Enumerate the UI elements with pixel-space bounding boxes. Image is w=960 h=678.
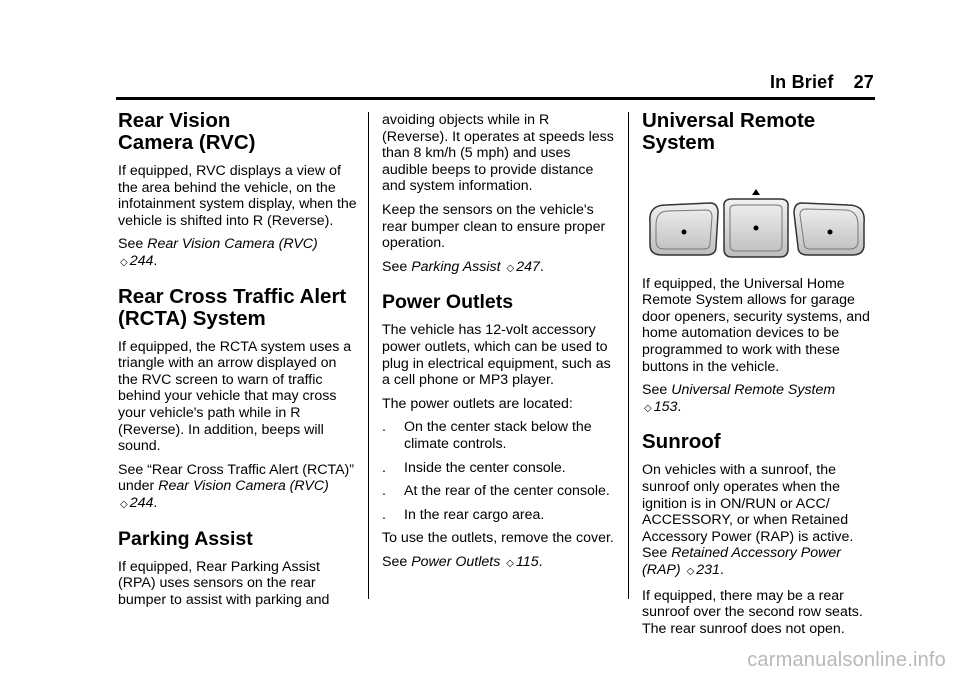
see-label: See <box>382 553 408 570</box>
rcta-paragraph: If equipped, the RCTA system uses a triangle with an arrow displayed on the RVC screen to warn of traffic behind your vehicle that may cross your vehicle's path while in R (Reverse). In addition, beeps will sound. <box>118 338 352 455</box>
power-outlets-page-link[interactable]: 115 <box>515 553 539 570</box>
rvc-heading: Rear Vision Camera (RVC) <box>118 109 256 154</box>
list-item-text: In the rear cargo area. <box>404 506 545 523</box>
bullet-mark: . <box>382 483 386 500</box>
page-ref-icon: ◇ <box>506 262 515 274</box>
power-outlets-link[interactable]: Power Outlets <box>411 553 501 570</box>
page-ref-icon: ◇ <box>120 498 128 510</box>
power-outlets-remove-cover: To use the outlets, remove the cover. <box>382 530 614 547</box>
rvc-link[interactable]: Rear Vision Camera (RVC) <box>147 236 318 253</box>
list-item <box>382 483 618 500</box>
parking-assist-see-also: See Parking Assist ◇ 247. <box>382 258 544 275</box>
parking-assist-link[interactable]: Parking Assist <box>411 258 501 275</box>
page-ref-icon: ◇ <box>644 402 652 414</box>
list-item <box>382 419 618 452</box>
header-rule <box>116 97 875 100</box>
see-label: See <box>642 382 668 399</box>
list-item <box>382 460 618 477</box>
page-ref-icon: ◇ <box>506 557 514 569</box>
bullet-mark: . <box>382 419 386 436</box>
remote-button-3[interactable] <box>794 203 864 255</box>
rap-page-link[interactable]: 231 <box>696 561 720 578</box>
rvc-paragraph: If equipped, RVC displays a view of the area behind the vehicle, on the infotainment system display, when the vehicle is shifted into R (Reverse). <box>118 163 357 229</box>
column-divider-2 <box>628 112 629 599</box>
list-item <box>382 507 618 524</box>
rcta-see-also: See “Rear Cross Traffic Alert (RCTA)” under Rear Vision Camera (RVC) ◇ 244. <box>118 461 354 511</box>
rcta-heading: Rear Cross Traffic Alert (RCTA) System <box>118 284 347 330</box>
sunroof-text: On vehicles with a sunroof, the sunroof only operates when the ignition is in ON/RUN or ACC/ ACCESSORY, or when Retained Accessory Power (RAP) is active. See <box>642 462 854 562</box>
column-1 <box>118 108 358 615</box>
bullet-mark: . <box>382 459 386 476</box>
list-item-text: Inside the center console. <box>404 459 566 476</box>
universal-remote-paragraph: If equipped, the Universal Home Remote System allows for garage door openers, security systems, and home automation devices to be programmed to work with these buttons in the vehicle. <box>642 275 870 375</box>
bullet-mark: . <box>382 506 386 523</box>
see-label: See <box>118 236 144 253</box>
power-outlets-heading: Power Outlets <box>382 291 514 314</box>
parking-assist-continued: avoiding objects while in R (Reverse). It operates at speeds less than 8 km/h (5 mph) and uses audible beeps to provide distance and system information. <box>382 112 614 195</box>
column-2 <box>382 112 618 579</box>
rvc-page-link[interactable]: 244 <box>129 252 154 269</box>
page-number: 27 <box>853 72 874 92</box>
rear-sunroof-paragraph: If equipped, there may be a rear sunroof over the second row seats. The rear sunroof does not open. <box>642 587 863 637</box>
see-label: See “Rear Cross Traffic Alert (RCTA)” under <box>118 461 354 495</box>
rvc-see-also: See Rear Vision Camera (RVC) ◇ 244. <box>118 236 318 269</box>
sunroof-heading: Sunroof <box>642 430 721 454</box>
universal-remote-see-also: See Universal Remote System ◇ 153. <box>642 382 836 415</box>
parking-assist-paragraph: If equipped, Rear Parking Assist (RPA) uses sensors on the rear bumper to assist with parking and <box>118 558 330 608</box>
list-item-text: On the center stack below the climate controls. <box>404 419 592 452</box>
watermark: carmanualsonline.info <box>747 649 946 671</box>
universal-remote-link[interactable]: Universal Remote System <box>671 382 836 399</box>
universal-remote-heading: Universal Remote System <box>642 109 816 154</box>
power-outlet-locations-list <box>382 419 618 523</box>
parking-assist-page-link[interactable]: 247 <box>516 258 540 275</box>
rcta-page-link[interactable]: 244 <box>129 494 154 511</box>
power-outlets-see-also: See Power Outlets ◇ 115. <box>382 553 543 570</box>
parking-assist-heading: Parking Assist <box>118 527 253 550</box>
rap-link[interactable]: Retained Accessory Power (RAP) <box>642 545 842 578</box>
remote-button-1[interactable] <box>650 203 718 255</box>
see-label: See <box>382 258 408 275</box>
list-item-text: At the rear of the center console. <box>404 483 610 500</box>
rcta-link[interactable]: Rear Vision Camera (RVC) <box>158 478 329 495</box>
column-divider-1 <box>368 112 369 599</box>
remote-button-2[interactable] <box>724 199 788 257</box>
parking-assist-keep-clean: Keep the sensors on the vehicle's rear bumper clean to ensure proper operation. <box>382 201 606 252</box>
sunroof-paragraph: On vehicles with a sunroof, the sunroof only operates when the ignition is in ON/RUN or ACC/ ACCESSORY, or when Retained Accessory Power (RAP) is active. See Retained Accessory Power (RAP) ◇ 231. <box>642 462 854 578</box>
universal-remote-buttons-illustration <box>642 175 874 265</box>
power-outlets-paragraph: The vehicle has 12-volt accessory power outlets, which can be used to plug in electrical equipment, such as a cell phone or MP3 player. <box>382 322 611 389</box>
power-outlets-located: The power outlets are located: <box>382 395 573 412</box>
column-3 <box>642 108 877 644</box>
page-ref-icon: ◇ <box>686 565 695 577</box>
page-header <box>770 72 874 93</box>
led-indicator-icon <box>752 189 760 195</box>
universal-remote-page-link[interactable]: 153 <box>653 398 678 415</box>
section-title: In Brief <box>769 72 834 92</box>
page-ref-icon: ◇ <box>120 256 128 268</box>
